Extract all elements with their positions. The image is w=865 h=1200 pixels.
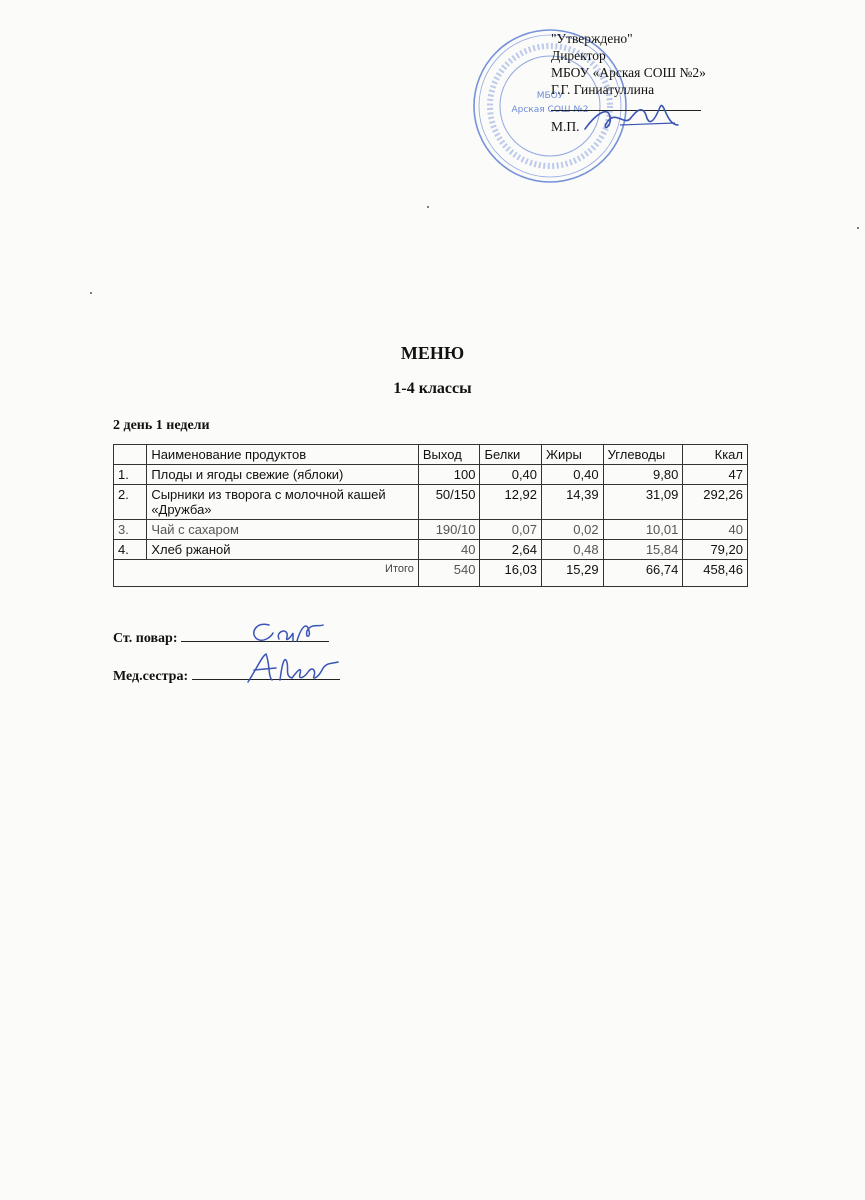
table-row [114, 540, 748, 560]
table-row [114, 520, 748, 540]
total-protein: 16,03 [480, 560, 542, 587]
total-kcal: 458,46 [683, 560, 748, 587]
header-output: Выход [418, 445, 480, 465]
page-title: МЕНЮ [400, 343, 465, 363]
header-protein: Белки [480, 445, 542, 465]
table-row [114, 485, 748, 520]
row-fat: 0,02 [542, 520, 604, 540]
row-index: 3. [114, 520, 147, 540]
row-protein: 0,07 [480, 520, 542, 540]
row-index: 4. [114, 540, 147, 560]
total-output: 540 [418, 560, 480, 587]
menu-table [113, 444, 748, 587]
speck [90, 292, 92, 294]
header-name: Наименование продуктов [147, 445, 419, 465]
row-kcal: 47 [683, 465, 748, 485]
director-signature [580, 95, 685, 140]
table-row [114, 465, 748, 485]
row-fat: 14,39 [542, 485, 604, 520]
row-carbs: 15,84 [603, 540, 683, 560]
stamp-text: Арская СОШ №2 [511, 105, 589, 115]
row-fat: 0,48 [542, 540, 604, 560]
header-fat: Жиры [542, 445, 604, 465]
svg-text:МБОУ: МБОУ [536, 91, 564, 101]
header-kcal: Ккал [683, 445, 748, 465]
table-header-row [114, 445, 748, 465]
row-output: 100 [418, 465, 480, 485]
cook-signature [245, 617, 330, 649]
nurse-label: Мед.сестра: [113, 669, 189, 684]
table-total-row [114, 560, 748, 587]
row-carbs: 9,80 [603, 465, 683, 485]
approval-mp: М.П. [551, 119, 580, 134]
row-kcal: 40 [683, 520, 748, 540]
row-protein: 12,92 [480, 485, 542, 520]
day-label: 2 день 1 недели [113, 418, 210, 433]
row-index: 1. [114, 465, 147, 485]
row-name: Сырники из творога с молочной кашей «Дружба» [147, 485, 419, 520]
cook-label: Ст. повар: [113, 631, 178, 646]
speck [857, 227, 859, 229]
approval-school: МБОУ «Арская СОШ №2» [551, 65, 706, 80]
row-carbs: 31,09 [603, 485, 683, 520]
row-name: Хлеб ржаной [147, 540, 419, 560]
row-name: Плоды и ягоды свежие (яблоки) [147, 465, 419, 485]
speck [427, 206, 429, 208]
row-carbs: 10,01 [603, 520, 683, 540]
row-output: 40 [418, 540, 480, 560]
row-kcal: 79,20 [683, 540, 748, 560]
row-protein: 2,64 [480, 540, 542, 560]
row-kcal: 292,26 [683, 485, 748, 520]
nurse-signature [240, 650, 345, 688]
approval-position: Директор [551, 48, 606, 63]
row-output: 50/150 [418, 485, 480, 520]
page-subtitle: 1-4 классы [393, 380, 472, 397]
row-output: 190/10 [418, 520, 480, 540]
row-protein: 0,40 [480, 465, 542, 485]
total-carbs: 66,74 [603, 560, 683, 587]
approval-director-name: Г.Г. Гиниатуллина [551, 82, 655, 97]
header-carbs: Углеводы [603, 445, 683, 465]
header-index [114, 445, 147, 465]
approval-heading: "Утверждено" [551, 31, 633, 46]
row-fat: 0,40 [542, 465, 604, 485]
row-name: Чай с сахаром [147, 520, 419, 540]
total-fat: 15,29 [542, 560, 604, 587]
total-label: Итого [114, 560, 419, 587]
row-index: 2. [114, 485, 147, 520]
